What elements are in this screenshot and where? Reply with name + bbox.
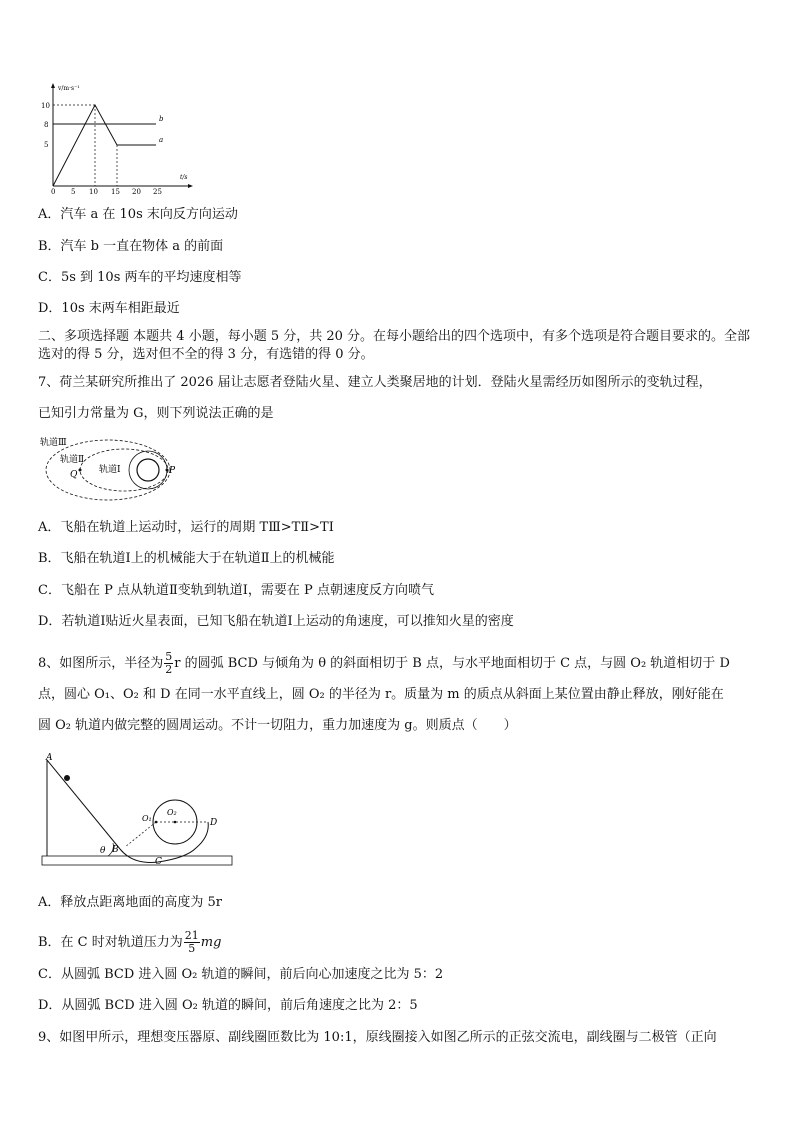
q7-option-b: B．飞船在轨道Ⅰ上的机械能大于在轨道Ⅱ上的机械能 [38,551,335,566]
x-tick-5: 5 [71,188,76,196]
line-a-label: a [159,136,164,144]
y-tick-8: 8 [44,121,49,129]
q6-option-a: A．汽车 a 在 10s 末向反方向运动 [38,207,238,222]
point-q-label: Q [70,470,78,480]
label-b: B [112,845,119,855]
orbit2-label: 轨道Ⅱ [60,455,85,465]
x-axis-unit: t/s [180,174,188,181]
x-tick-0: 0 [51,188,56,196]
x-tick-10: 10 [89,188,98,196]
q8-stem-line1 [38,651,730,676]
q8-opt-b-post: mg [200,935,222,950]
x-tick-25: 25 [153,188,162,196]
label-o1: O₁ [142,814,152,823]
q8-stem-line2: 点，圆心 O₁、O₂ 和 D 在同一水平直线上，圆 O₂ 的半径为 r。质量为 m 的质点从斜面上某位置由静止释放，刚好能在 [38,687,724,702]
section2-heading: 二、多项选择题 [38,329,130,344]
q6-option-b: B．汽车 b 一直在物体 a 的前面 [38,239,224,254]
track-diagram [38,752,238,870]
q7-option-d: D．若轨道Ⅰ贴近火星表面，已知飞船在轨道Ⅰ上运动的角速度，可以推知火星的密度 [38,614,514,629]
label-a: A [46,753,53,763]
q7-stem-line2: 已知引力常量为 G，则下列说法正确的是 [38,406,274,421]
y-tick-10: 10 [41,102,50,110]
line-b-label: b [159,115,164,123]
q8-opt-b-num: 21 [184,929,199,942]
orbit3-label: 轨道Ⅲ [40,438,67,448]
section2-text: 本题共 4 小题，每小题 5 分，共 20 分。在每小题给出的四个选项中，有多个选项是符合题目要求的。全部选对的得 5 分，选对但不全的得 3 分，有选错的得 0 分。 [38,329,751,362]
y-tick-5: 5 [44,141,49,149]
x-tick-15: 15 [111,188,120,196]
label-d: D [210,818,218,828]
q8-stem-post: r 的圆弧 BCD 与倾角为 θ 的斜面相切于 B 点，与水平地面相切于 C 点，与圆 O₂ 轨道相切于 D [174,656,730,671]
point-p-label: P [169,466,176,476]
q8-frac-num: 5 [165,650,173,663]
q8-opt-b-pre: B．在 C 时对轨道压力为 [38,935,183,950]
vt-graph [38,78,198,198]
q8-stem-line3: 圆 O₂ 轨道内做完整的圆周运动。不计一切阻力，重力加速度为 g。则质点（ ） [38,718,517,733]
q8-stem-pre: 8、如图所示，半径为 [38,656,164,671]
label-o2: O₂ [167,808,177,817]
y-axis-unit: v/m·s⁻¹ [58,85,80,92]
x-tick-20: 20 [132,188,141,196]
q6-option-c: C．5s 到 10s 两车的平均速度相等 [38,270,242,285]
orbit1-label: 轨道Ⅰ [99,465,121,475]
q8-opt-b-den: 5 [188,942,196,955]
orbit-diagram [38,432,188,508]
line-a [53,105,156,186]
q8-option-d: D．从圆弧 BCD 进入圆 O₂ 轨道的瞬间，前后角速度之比为 2：5 [38,998,418,1013]
q8-opt-b-fraction [184,930,200,955]
q7-stem-line1: 7、荷兰某研究所推出了 2026 届让志愿者登陆火星、建立人类聚居地的计划．登陆火星需经历如图所示的变轨过程， [38,375,712,390]
q8-radius-fraction [164,651,173,676]
q8-option-b [38,930,221,955]
q9-stem-line1: 9、如图甲所示，理想变压器原、副线圈匝数比为 10:1，原线圈接入如图乙所示的正弦交流电，副线圈与二极管（正向 [38,1030,717,1045]
q8-option-a: A．释放点距离地面的高度为 5r [38,895,223,910]
label-c: C [155,857,162,867]
q7-option-a: A．飞船在轨道上运动时，运行的周期 TⅢ>TⅡ>TⅠ [38,520,334,535]
section2-instructions [38,328,758,364]
label-theta: θ [100,846,106,856]
q6-option-d: D．10s 末两车相距最近 [38,301,180,316]
q7-option-c: C．飞船在 P 点从轨道Ⅱ变轨到轨道Ⅰ，需要在 P 点朝速度反方向喷气 [38,583,434,598]
q8-frac-den: 2 [165,663,173,676]
q8-option-c: C．从圆弧 BCD 进入圆 O₂ 轨道的瞬间，前后向心加速度之比为 5：2 [38,967,444,982]
